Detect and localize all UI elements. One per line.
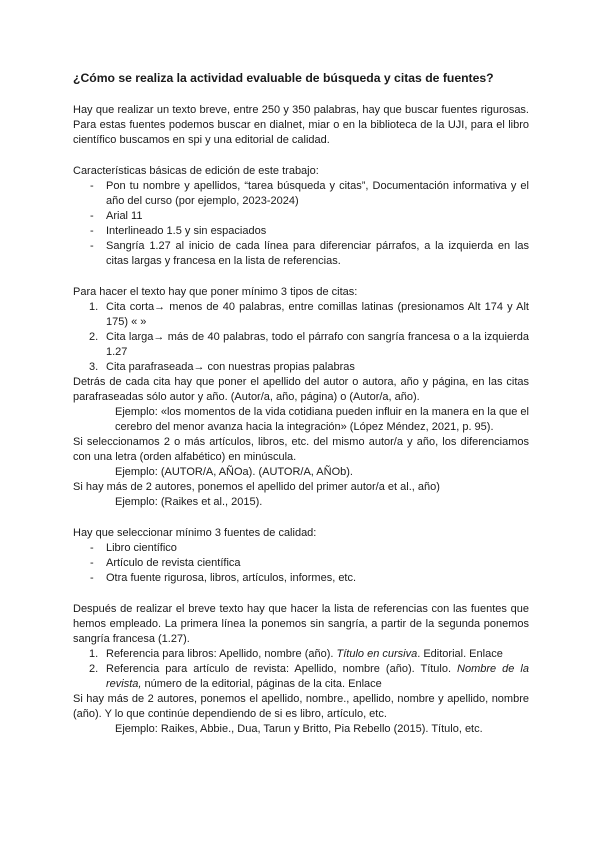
edition-heading: Características básicas de edición de este trabajo: — [73, 165, 319, 177]
page-title: ¿Cómo se realiza la actividad evaluable de búsqueda y citas de fuentes? — [73, 71, 494, 85]
edition-list — [73, 179, 529, 269]
example-paragraph: Ejemplo: (Raikes et al., 2015). — [115, 496, 263, 508]
list-text: . Editorial. Enlace — [417, 648, 503, 660]
same-author-paragraph: Si seleccionamos 2 o más artículos, libros, etc. del mismo autor/a y año, los diferenciamos con una letra (orden alfabético) en minúscula. — [73, 436, 529, 463]
citas-heading: Para hacer el texto hay que poner mínimo 3 tipos de citas: — [73, 286, 358, 298]
list-item — [73, 300, 529, 330]
list-text: número de la editorial, páginas de la cita. Enlace — [141, 678, 382, 690]
ref-more-authors-paragraph: Si hay más de 2 autores, ponemos el apellido, nombre., apellido, nombre y apellido, nombre (año). Y lo que continúe dependiendo de si es libro, artículo, etc. — [73, 693, 529, 720]
list-text: Cita larga→ más de 40 palabras, todo el párrafo con sangría francesa o a la izquierda 1.27 — [106, 331, 529, 358]
list-item — [73, 330, 529, 360]
example-paragraph: Ejemplo: Raikes, Abbie., Dua, Tarun y Britto, Pia Rebello (2015). Título, etc. — [115, 723, 483, 735]
referencias-list — [73, 647, 529, 692]
fuentes-list — [73, 541, 529, 586]
citas-after-paragraph: Detrás de cada cita hay que poner el apellido del autor o autora, año y página, en las citas parafraseadas sólo autor y año. (Autor/a, año, página) o (Autor/a, año). — [73, 376, 529, 403]
intro-paragraph: Hay que realizar un texto breve, entre 250 y 350 palabras, hay que buscar fuentes rigurosas. Para estas fuentes podemos buscar en dialnet, miar o en la biblioteca de la UJI, para el libro científico buscamos en spi y una editorial de calidad. — [73, 104, 529, 146]
list-item: - Otra fuente rigurosa, libros, artículos, informes, etc. — [73, 571, 529, 586]
list-number: 1. — [89, 648, 99, 660]
italic-journal: Nombre de la revista, — [106, 663, 529, 690]
list-item: - Libro científico — [73, 541, 529, 556]
example-paragraph: Ejemplo: (AUTOR/A, AÑOa). (AUTOR/A, AÑOb). — [115, 466, 353, 478]
citas-list — [73, 300, 529, 375]
more-authors-paragraph: Si hay más de 2 autores, ponemos el apellido del primer autor/a et al., año) — [73, 481, 440, 493]
list-item — [73, 662, 529, 692]
example-paragraph: Ejemplo: «los momentos de la vida cotidiana pueden influir en la manera en la que el cerebro del menor avanza hacia la integración» (López Méndez, 2021, p. 95). — [115, 406, 529, 433]
list-text: Cita parafraseada→ con nuestras propias palabras — [106, 361, 355, 373]
list-number: 1. — [89, 301, 99, 313]
list-item — [73, 360, 529, 375]
list-item: - Artículo de revista científica — [73, 556, 529, 571]
list-text: Cita corta→ menos de 40 palabras, entre comillas latinas (presionamos Alt 174 y Alt 175) « » — [106, 301, 529, 328]
list-number: 3. — [89, 361, 99, 373]
list-number: 2. — [89, 331, 99, 343]
list-item: - Arial 11 — [73, 209, 529, 224]
referencias-intro: Después de realizar el breve texto hay que hacer la lista de referencias con las fuentes que hemos empleado. La primera línea la ponemos sin sangría, a partir de la segunda ponemos sangría francesa (1.27). — [73, 603, 529, 645]
list-item: - Interlineado 1.5 y sin espaciados — [73, 224, 529, 239]
list-item: - Pon tu nombre y apellidos, “tarea búsqueda y citas”, Documentación informativa y el año del curso (por ejemplo, 2023-2024) — [73, 179, 529, 209]
list-item: - Sangría 1.27 al inicio de cada línea para diferenciar párrafos, a la izquierda en las citas largas y francesa en la lista de referencias. — [73, 239, 529, 269]
italic-title: Título en cursiva — [336, 648, 418, 660]
document-page — [73, 70, 529, 737]
fuentes-heading: Hay que seleccionar mínimo 3 fuentes de calidad: — [73, 527, 317, 539]
list-text: Referencia para artículo de revista: Apellido, nombre (año). Título. — [106, 663, 458, 675]
list-text: Referencia para libros: Apellido, nombre (año). — [106, 648, 337, 660]
list-number: 2. — [89, 663, 99, 675]
list-item — [73, 647, 529, 662]
